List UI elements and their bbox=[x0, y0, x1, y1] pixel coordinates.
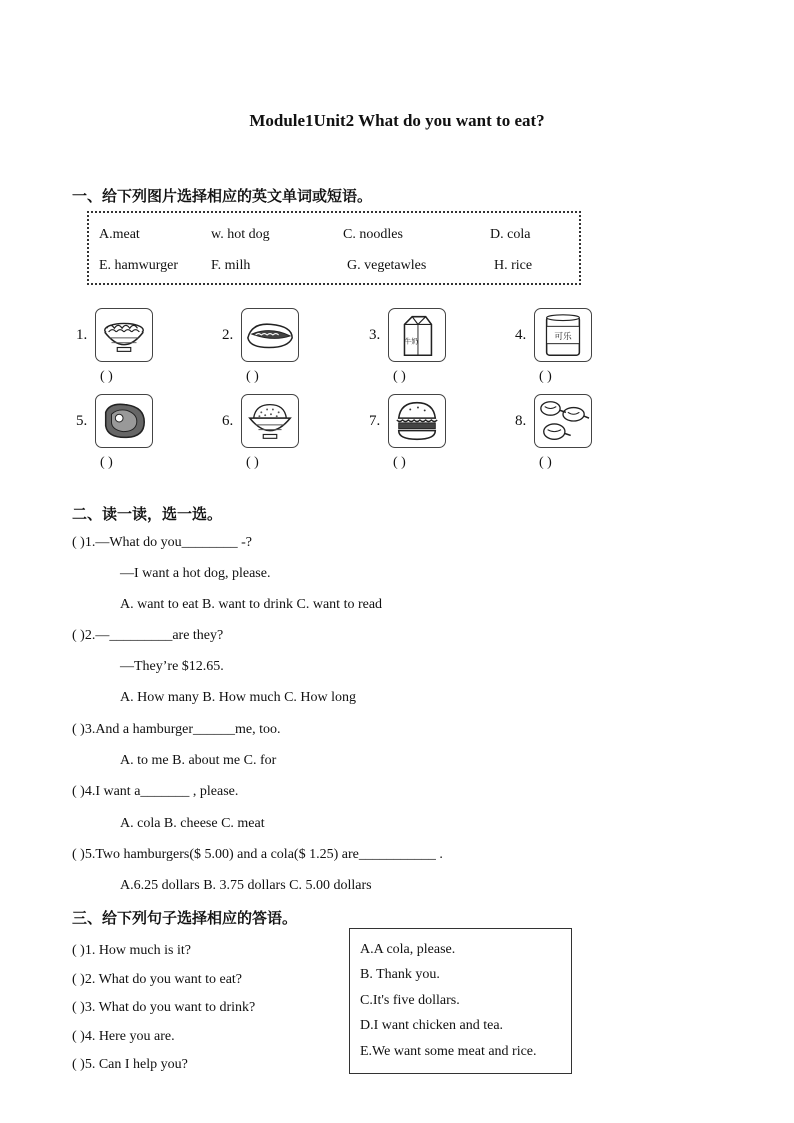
hamburger-icon bbox=[388, 394, 446, 448]
match-question-5: ( )5. Can I help you? bbox=[72, 1057, 188, 1072]
question-1-choices: A. want to eat B. want to drink C. want to read bbox=[120, 597, 383, 612]
question-3-choices: A. to me B. about me C. for bbox=[120, 753, 277, 768]
picture-number: 1. bbox=[76, 327, 88, 343]
match-question-4: ( )4. Here you are. bbox=[72, 1029, 175, 1044]
option-d: D. cola bbox=[490, 227, 531, 242]
option-f: F. milh bbox=[211, 258, 251, 273]
question-5-choices: A.6.25 dollars B. 3.75 dollars C. 5.00 dollars bbox=[120, 878, 372, 893]
answer-paren: ( ) bbox=[539, 369, 552, 384]
section1-heading: 一、给下列图片选择相应的英文单词或短语。 bbox=[72, 187, 373, 205]
picture-number: 8. bbox=[515, 413, 527, 429]
picture-number: 5. bbox=[76, 413, 88, 429]
option-h: H. rice bbox=[494, 258, 533, 273]
section3-heading: 三、给下列句子选择相应的答语。 bbox=[72, 909, 298, 927]
picture-number: 4. bbox=[515, 327, 527, 343]
rice-bowl-icon bbox=[241, 394, 299, 448]
option-b: w. hot dog bbox=[211, 227, 270, 242]
page-title: Module1Unit2 What do you want to eat? bbox=[249, 111, 545, 130]
question-4: ( )4.I want a_______ , please. bbox=[72, 784, 239, 799]
answer-c: C.It's five dollars. bbox=[360, 993, 460, 1008]
picture-number: 3. bbox=[369, 327, 381, 343]
picture-number: 7. bbox=[369, 413, 381, 429]
noodles-bowl-icon bbox=[95, 308, 153, 362]
match-question-2: ( )2. What do you want to eat? bbox=[72, 972, 243, 987]
question-2: ( )2.—_________are they? bbox=[72, 628, 224, 643]
cola-label: 可乐 bbox=[554, 331, 572, 342]
option-g: G. vegetawles bbox=[347, 258, 427, 273]
match-question-3: ( )3. What do you want to drink? bbox=[72, 1000, 256, 1015]
answer-paren: ( ) bbox=[246, 369, 259, 384]
option-e: E. hamwurger bbox=[99, 258, 179, 273]
question-1-reply: —I want a hot dog, please. bbox=[120, 566, 271, 581]
option-a: A.meat bbox=[99, 227, 140, 242]
milk-carton-icon bbox=[388, 308, 446, 362]
answer-paren: ( ) bbox=[246, 455, 259, 470]
vegetables-icon bbox=[534, 394, 592, 448]
answer-paren: ( ) bbox=[100, 369, 113, 384]
answer-paren: ( ) bbox=[100, 455, 113, 470]
hot-dog-icon bbox=[241, 308, 299, 362]
answer-d: D.I want chicken and tea. bbox=[360, 1018, 504, 1033]
option-c: C. noodles bbox=[343, 227, 403, 242]
meat-icon bbox=[95, 394, 153, 448]
question-5: ( )5.Two hamburgers($ 5.00) and a cola($ 1.25) are___________ . bbox=[72, 847, 443, 862]
cola-can-icon bbox=[534, 308, 592, 362]
question-4-choices: A. cola B. cheese C. meat bbox=[120, 816, 265, 831]
match-question-1: ( )1. How much is it? bbox=[72, 943, 191, 958]
answer-paren: ( ) bbox=[539, 455, 552, 470]
answer-paren: ( ) bbox=[393, 369, 406, 384]
question-2-choices: A. How many B. How much C. How long bbox=[120, 690, 357, 705]
question-2-reply: —They’re $12.65. bbox=[120, 659, 224, 674]
word-options-box bbox=[87, 211, 581, 285]
question-1: ( )1.—What do you________ -? bbox=[72, 535, 253, 550]
answer-paren: ( ) bbox=[393, 455, 406, 470]
answer-b: B. Thank you. bbox=[360, 967, 440, 982]
answer-a: A.A cola, please. bbox=[360, 942, 456, 957]
milk-label: 牛奶 bbox=[404, 337, 418, 346]
answer-options-box bbox=[349, 928, 572, 1074]
picture-number: 6. bbox=[222, 413, 234, 429]
picture-number: 2. bbox=[222, 327, 234, 343]
section2-heading: 二、读一读，选一选。 bbox=[72, 505, 223, 523]
answer-e: E.We want some meat and rice. bbox=[360, 1044, 537, 1059]
question-3: ( )3.And a hamburger______me, too. bbox=[72, 722, 281, 737]
